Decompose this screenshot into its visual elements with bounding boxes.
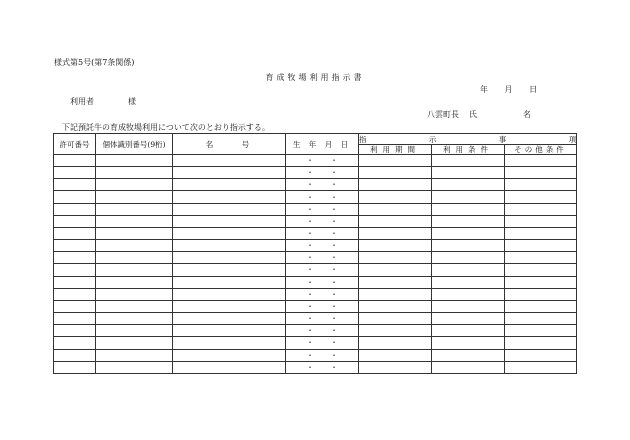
cell-period[interactable] [359, 300, 432, 312]
cell-individual-id[interactable] [96, 203, 173, 215]
cell-conditions[interactable] [432, 349, 505, 361]
cell-permit-no[interactable] [54, 337, 96, 349]
cell-conditions[interactable] [432, 155, 505, 167]
date-separator: ・ [306, 277, 314, 287]
cell-individual-id[interactable] [96, 179, 173, 191]
cell-individual-id[interactable] [96, 276, 173, 288]
cell-permit-no[interactable] [54, 276, 96, 288]
cell-birth-date[interactable] [286, 227, 359, 239]
cell-period[interactable] [359, 252, 432, 264]
cell-birth-date[interactable] [286, 215, 359, 227]
date-separator: ・ [306, 168, 314, 178]
header-permit-no: 許可番号 [54, 134, 96, 155]
cell-name[interactable] [173, 300, 286, 312]
issuer-uji: 氏 [469, 110, 477, 119]
cell-other[interactable] [505, 191, 577, 203]
issuer-line [427, 110, 531, 120]
cell-period[interactable] [359, 240, 432, 252]
table-row [54, 325, 577, 337]
cell-permit-no[interactable] [54, 361, 96, 373]
form-number: 様式第5号(第7条関係) [54, 58, 135, 67]
cell-birth-date[interactable] [286, 264, 359, 276]
cell-name[interactable] [173, 240, 286, 252]
cell-other[interactable] [505, 252, 577, 264]
cell-period[interactable] [359, 264, 432, 276]
cell-name[interactable] [173, 155, 286, 167]
table-row [54, 313, 577, 325]
date-separator: ・ [306, 180, 314, 190]
cell-name[interactable] [173, 252, 286, 264]
cell-other[interactable] [505, 337, 577, 349]
cell-birth-date[interactable] [286, 337, 359, 349]
cell-name[interactable] [173, 361, 286, 373]
date-separator: ・ [306, 350, 314, 360]
cell-conditions[interactable] [432, 191, 505, 203]
cell-period[interactable] [359, 227, 432, 239]
cell-individual-id[interactable] [96, 155, 173, 167]
cell-other[interactable] [505, 215, 577, 227]
table-row [54, 215, 577, 227]
cell-birth-date[interactable] [286, 313, 359, 325]
cell-other[interactable] [505, 227, 577, 239]
cell-name[interactable] [173, 349, 286, 361]
cell-permit-no[interactable] [54, 252, 96, 264]
date-separator: ・ [330, 289, 338, 299]
cell-other[interactable] [505, 264, 577, 276]
cell-permit-no[interactable] [54, 325, 96, 337]
cell-birth-date[interactable] [286, 155, 359, 167]
cell-individual-id[interactable] [96, 215, 173, 227]
date-separator: ・ [306, 289, 314, 299]
cell-name[interactable] [173, 325, 286, 337]
date-separator: ・ [330, 156, 338, 166]
date-separator: ・ [306, 241, 314, 251]
cell-conditions[interactable] [432, 325, 505, 337]
table-row [54, 361, 577, 373]
cell-name[interactable] [173, 264, 286, 276]
header-name: 名 号 [173, 134, 286, 155]
cell-period[interactable] [359, 203, 432, 215]
cell-name[interactable] [173, 203, 286, 215]
cell-permit-no[interactable] [54, 264, 96, 276]
table-row [54, 227, 577, 239]
cell-conditions[interactable] [432, 215, 505, 227]
date-separator: ・ [330, 204, 338, 214]
table-row [54, 349, 577, 361]
header-conditions: 利用条件 [432, 145, 505, 155]
date-separator: ・ [306, 216, 314, 226]
cell-period[interactable] [359, 191, 432, 203]
date-separator: ・ [330, 229, 338, 239]
date-separator: ・ [330, 326, 338, 336]
cell-permit-no[interactable] [54, 191, 96, 203]
header-instructions: 指 示 事 項 [359, 134, 607, 144]
issuer-title: 八雲町長 [427, 110, 459, 119]
table-row [54, 264, 577, 276]
instruction-table [53, 133, 607, 374]
header-other: その他条件 [505, 145, 577, 155]
cell-conditions[interactable] [432, 300, 505, 312]
date-separator: ・ [330, 192, 338, 202]
cell-period[interactable] [359, 325, 432, 337]
cell-permit-no[interactable] [54, 227, 96, 239]
cell-birth-date[interactable] [286, 288, 359, 300]
date-separator: ・ [330, 362, 338, 372]
cell-other[interactable] [505, 349, 577, 361]
user-label: 利用者 [70, 97, 94, 106]
cell-other[interactable] [505, 300, 577, 312]
cell-permit-no[interactable] [54, 167, 96, 179]
cell-birth-date[interactable] [286, 252, 359, 264]
cell-permit-no[interactable] [54, 155, 96, 167]
cell-conditions[interactable] [432, 337, 505, 349]
cell-period[interactable] [359, 288, 432, 300]
cell-other[interactable] [505, 361, 577, 373]
cell-period[interactable] [359, 313, 432, 325]
cell-individual-id[interactable] [96, 252, 173, 264]
cell-conditions[interactable] [432, 313, 505, 325]
date-separator: ・ [330, 314, 338, 324]
cell-period[interactable] [359, 349, 432, 361]
cell-individual-id[interactable] [96, 361, 173, 373]
cell-permit-no[interactable] [54, 300, 96, 312]
cell-other[interactable] [505, 325, 577, 337]
cell-name[interactable] [173, 337, 286, 349]
table-row [54, 191, 577, 203]
date-separator: ・ [306, 326, 314, 336]
cell-other[interactable] [505, 203, 577, 215]
date-separator: ・ [306, 192, 314, 202]
table-row [54, 179, 577, 191]
cell-birth-date[interactable] [286, 361, 359, 373]
table-row [54, 240, 577, 252]
date-separator: ・ [330, 180, 338, 190]
cell-birth-date[interactable] [286, 191, 359, 203]
cell-individual-id[interactable] [96, 167, 173, 179]
cell-birth-date[interactable] [286, 276, 359, 288]
date-separator: ・ [330, 216, 338, 226]
date-line: 年 月 日 [480, 85, 538, 94]
table-row [54, 300, 577, 312]
cell-other[interactable] [505, 167, 577, 179]
cell-name[interactable] [173, 276, 286, 288]
date-separator: ・ [306, 301, 314, 311]
date-separator: ・ [306, 156, 314, 166]
cell-conditions[interactable] [432, 227, 505, 239]
table-row [54, 276, 577, 288]
cell-birth-date[interactable] [286, 179, 359, 191]
cell-other[interactable] [505, 288, 577, 300]
date-separator: ・ [306, 362, 314, 372]
cell-permit-no[interactable] [54, 203, 96, 215]
cell-birth-date[interactable] [286, 203, 359, 215]
date-separator: ・ [330, 277, 338, 287]
cell-name[interactable] [173, 215, 286, 227]
cell-conditions[interactable] [432, 276, 505, 288]
cell-birth-date[interactable] [286, 300, 359, 312]
cell-name[interactable] [173, 191, 286, 203]
date-separator: ・ [330, 301, 338, 311]
cell-permit-no[interactable] [54, 240, 96, 252]
cell-other[interactable] [505, 240, 577, 252]
date-separator: ・ [330, 168, 338, 178]
instruction-text: 下記預託牛の育成牧場利用について次のとおり指示する。 [62, 123, 270, 132]
cell-conditions[interactable] [432, 179, 505, 191]
header-period: 利用期間 [359, 145, 432, 155]
cell-individual-id[interactable] [96, 227, 173, 239]
cell-name[interactable] [173, 288, 286, 300]
cell-period[interactable] [359, 167, 432, 179]
cell-individual-id[interactable] [96, 300, 173, 312]
cell-conditions[interactable] [432, 252, 505, 264]
header-birth-date: 生 年 月 日 [286, 134, 359, 155]
cell-birth-date[interactable] [286, 167, 359, 179]
cell-period[interactable] [359, 179, 432, 191]
date-separator: ・ [330, 338, 338, 348]
cell-conditions[interactable] [432, 167, 505, 179]
cell-other[interactable] [505, 155, 577, 167]
cell-individual-id[interactable] [96, 325, 173, 337]
cell-conditions[interactable] [432, 203, 505, 215]
table-row [54, 288, 577, 300]
cell-individual-id[interactable] [96, 313, 173, 325]
date-separator: ・ [330, 253, 338, 263]
date-separator: ・ [306, 229, 314, 239]
cell-birth-date[interactable] [286, 240, 359, 252]
date-separator: ・ [306, 338, 314, 348]
cell-period[interactable] [359, 215, 432, 227]
cell-name[interactable] [173, 227, 286, 239]
cell-permit-no[interactable] [54, 288, 96, 300]
cell-permit-no[interactable] [54, 179, 96, 191]
date-separator: ・ [306, 204, 314, 214]
cell-permit-no[interactable] [54, 349, 96, 361]
cell-name[interactable] [173, 179, 286, 191]
cell-individual-id[interactable] [96, 288, 173, 300]
cell-permit-no[interactable] [54, 313, 96, 325]
table-row [54, 203, 577, 215]
cell-period[interactable] [359, 361, 432, 373]
user-line [70, 97, 136, 107]
cell-conditions[interactable] [432, 288, 505, 300]
user-suffix: 様 [128, 97, 136, 106]
cell-conditions[interactable] [432, 264, 505, 276]
cell-individual-id[interactable] [96, 337, 173, 349]
document-title: 育成牧場利用指示書 [265, 73, 365, 82]
cell-name[interactable] [173, 313, 286, 325]
cell-other[interactable] [505, 313, 577, 325]
cell-period[interactable] [359, 155, 432, 167]
cell-individual-id[interactable] [96, 264, 173, 276]
cell-conditions[interactable] [432, 361, 505, 373]
date-separator: ・ [330, 265, 338, 275]
table-row [54, 337, 577, 349]
issuer-mei: 名 [523, 110, 531, 119]
cell-birth-date[interactable] [286, 325, 359, 337]
cell-birth-date[interactable] [286, 349, 359, 361]
cell-period[interactable] [359, 276, 432, 288]
cell-individual-id[interactable] [96, 240, 173, 252]
table-row [54, 167, 577, 179]
cell-other[interactable] [505, 276, 577, 288]
cell-permit-no[interactable] [54, 215, 96, 227]
cell-individual-id[interactable] [96, 191, 173, 203]
date-separator: ・ [306, 265, 314, 275]
date-separator: ・ [306, 253, 314, 263]
table-row [54, 155, 577, 167]
cell-period[interactable] [359, 337, 432, 349]
cell-other[interactable] [505, 179, 577, 191]
date-separator: ・ [306, 314, 314, 324]
cell-name[interactable] [173, 167, 286, 179]
date-separator: ・ [330, 241, 338, 251]
cell-individual-id[interactable] [96, 349, 173, 361]
table-row [54, 252, 577, 264]
date-separator: ・ [330, 350, 338, 360]
header-individual-id: 個体識別番号(9桁) [96, 134, 173, 155]
cell-conditions[interactable] [432, 240, 505, 252]
